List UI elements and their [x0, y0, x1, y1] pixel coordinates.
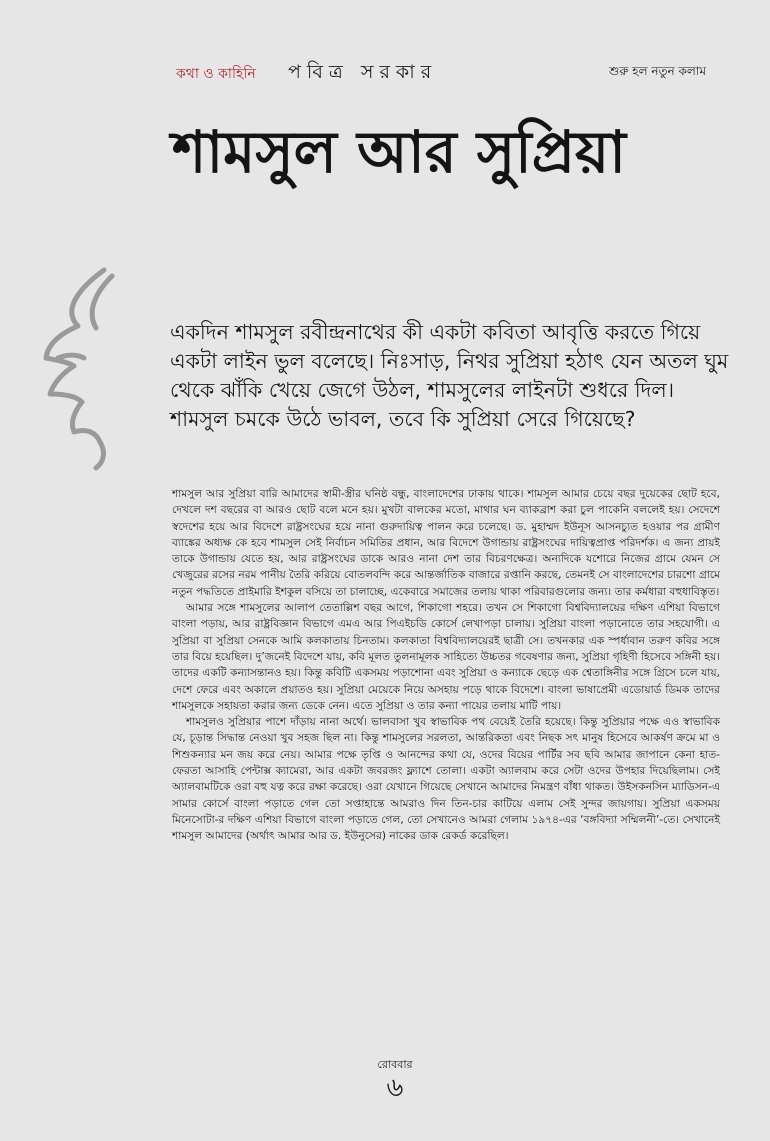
face-profile-icon	[34, 262, 130, 472]
article-body	[172, 486, 720, 845]
page-number: ৬	[386, 1073, 404, 1103]
lead-paragraph: একদিন শামসুল রবীন্দ্রনাথের কী একটা কবিতা আবৃত্তি করতে গিয়ে একটা লাইন ভুল বলেছে। নিঃসাড়, নিথর সুপ্রিয়া হঠাৎ যেন অতল ঘুম থেকে ঝাঁকি খেয়ে জেগে উঠল, শামসুলের লাইনটা শুধরে দিল। শামসুল চমকে উঠে ভাবল, তবে কি সুপ্রিয়া সেরে গিয়েছে?	[170, 320, 729, 431]
page-footer	[340, 1056, 450, 1101]
page-header	[176, 60, 706, 86]
series-name: কথা ও কাহিনি	[176, 66, 256, 82]
magazine-name: রোববার	[377, 1058, 413, 1071]
new-column-tagline: শুরু হল নতুন কলাম	[608, 64, 706, 78]
article-title: শামসুল আর সুপ্রিয়া	[172, 118, 627, 186]
body-paragraph: শামসুল আর সুপ্রিয়া বারি আমাদের স্বামী-স্ত্রীর ঘনিষ্ঠ বন্ধু, বাংলাদেশের ঢাকায় থাকে। শামসুল আমার চেয়ে বছর দুয়েকের ছোট হবে, দেখলে দশ বছরের বা আরও ছোট বলে মনে হয়। মুখটা বালকের মতো, মাথার ঘন ব্যাকব্রাশ করা চুল পাকেনি বললেই হয়। সেদেশে স্বদেশের হয়ে আর বিদেশে রাষ্ট্রসংঘের হয়ে নানা গুরুদায়িত্ব পালন করে চলেছে। ড. মুহাম্মদ ইউনূস আসনচ্যুত হওয়ার পর গ্রামীণ ব্যাঙ্কের অধ্যক্ষ কে হবে শামসুল সেই নির্বাচন সমিতির প্রধান, আর বিদেশে উগান্ডায় রাষ্ট্রসংঘের দায়িত্বপ্রাপ্ত পরিদর্শক। এ জন্য প্রায়ই তাকে উগান্ডায় যেতে হয়, আর রাষ্ট্রসংঘের ডাকে আরও নানা দেশ তার বিচরণক্ষেত্র। অন্যদিকে যশোরে নিজের গ্রামে যেমন সে খেজুরের রসের নরম পানীয় তৈরি করিয়ে বোতলবন্দি করে আন্তর্জাতিক বাজারে রপ্তানি করছে, তেমনই সে বাংলাদেশের চারশো গ্রামে নতুন পদ্ধতিতে প্রাইমারি ইশকুল বসিয়ে তা চালাচ্ছে, একেবারে সমাজের তলায় থাকা পরিবারগুলোর জন্য। তার কর্মধারা বহুধাবিস্তৃত।	[172, 488, 720, 598]
body-paragraph: আমার সঙ্গে শামসুলের আলাপ তেতাল্লিশ বছর আগে, শিকাগো শহরে। তখন সে শিকাগো বিশ্ববিদ্যালয়ের দক্ষিণ এশিয়া বিভাগে বাংলা পড়ায়, আর রাষ্ট্রবিজ্ঞান বিভাগে এমএ আর পিএইচডি কোর্সে লেখাপড়া চালায়। সুপ্রিয়া বাংলা পড়ানোতে তার সহযোগী। এ সুপ্রিয়া বা সুপ্রিয়া সেনকে আমি কলকাতায় চিনতাম। কলকাতা বিশ্ববিদ্যালয়েরই ছাত্রী সে। তখনকার এক স্পর্ধাবান তরুণ কবির সঙ্গে তার বিয়ে হয়েছিল। দু’জনেই বিদেশে যায়, কবি মূলত তুলনামূলক সাহিত্যে উচ্চতর গবেষণার জন্য, সুপ্রিয়া গৃহিণী হিসেবে সঙ্গিনী হয়। তাদের একটি কন্যাসন্তানও হয়। কিন্তু কবিটি একসময় পড়াশোনা এবং সুপ্রিয়া ও কন্যাকে ছেড়ে এক শ্বেতাঙ্গিনীর সঙ্গে গ্রিসে চলে যায়, দেশে ফেরে এবং অকালে প্রয়াতও হয়। সুপ্রিয়া মেয়েকে নিয়ে অসহায় পড়ে থাকে বিদেশে। বাংলা ভাষাপ্রেমী এডোয়ার্ড ডিমক তাদের শামসুলকে সহায়তা করার জন্য ডেকে নেন। এতে সুপ্রিয়া ও তার কন্যা পায়ের তলায় মাটি পায়।	[172, 602, 720, 712]
body-paragraph: শামসুলও সুপ্রিয়ার পাশে দাঁড়ায় নানা অর্থে। ভালবাসা খুব স্বাভাবিক পথ বেয়েই তৈরি হয়েছে। কিন্তু সুপ্রিয়ার পক্ষে এও স্বাভাবিক যে, চূড়ান্ত সিদ্ধান্ত নেওয়া খুব সহজ ছিল না। কিন্তু শামসুলের সরলতা, আন্তরিকতা এবং নিছক সৎ মানুষ হিসেবে আকর্ষণ ক্রমে মা ও শিশুকন্যার মন জয় করে নেয়। আমার পক্ষে তৃপ্তি ও আনন্দের কথা যে, ওদের বিয়ের পার্টির সব ছবি আমার জাপানে কেনা হাত-ফেরতা আসাহি পেন্টাক্স ক্যামেরা, আর একটা জবরজং ফ্ল্যাশে তোলা। একটা অ্যালবাম করে সেটা ওদের উপহার দিয়েছিলাম। সেই অ্যালবামটিকে ওরা বহু যত্ন করে রক্ষা করেছে। ওরা যেখানে গিয়েছে সেখানে আমাদের নিমন্ত্রণ বাঁধা থাকত। উইসকনসিন ম্যাডিসন-এ সামার কোর্সে বাংলা পড়াতে গেল তো সপ্তাহান্তে আমরাও দিন তিন-চার কাটিয়ে এলাম সেই সুন্দর জায়গায়। সুপ্রিয়া একসময় মিনেসোটা-র দক্ষিণ এশিয়া বিভাগে বাংলা পড়াতে গেল, তো সেখানেও আমরা গেলাম ১৯৭৪-এর ‘বঙ্গবিদ্যা সম্মিলনী’-তে। সেখানেই শামসুল আমাদের (অর্থাৎ আমার আর ড. ইউনুসের) নাকের ডাক রেকর্ড করেছিল।	[172, 716, 720, 843]
author-name: পবিত্র সরকার	[288, 61, 438, 83]
